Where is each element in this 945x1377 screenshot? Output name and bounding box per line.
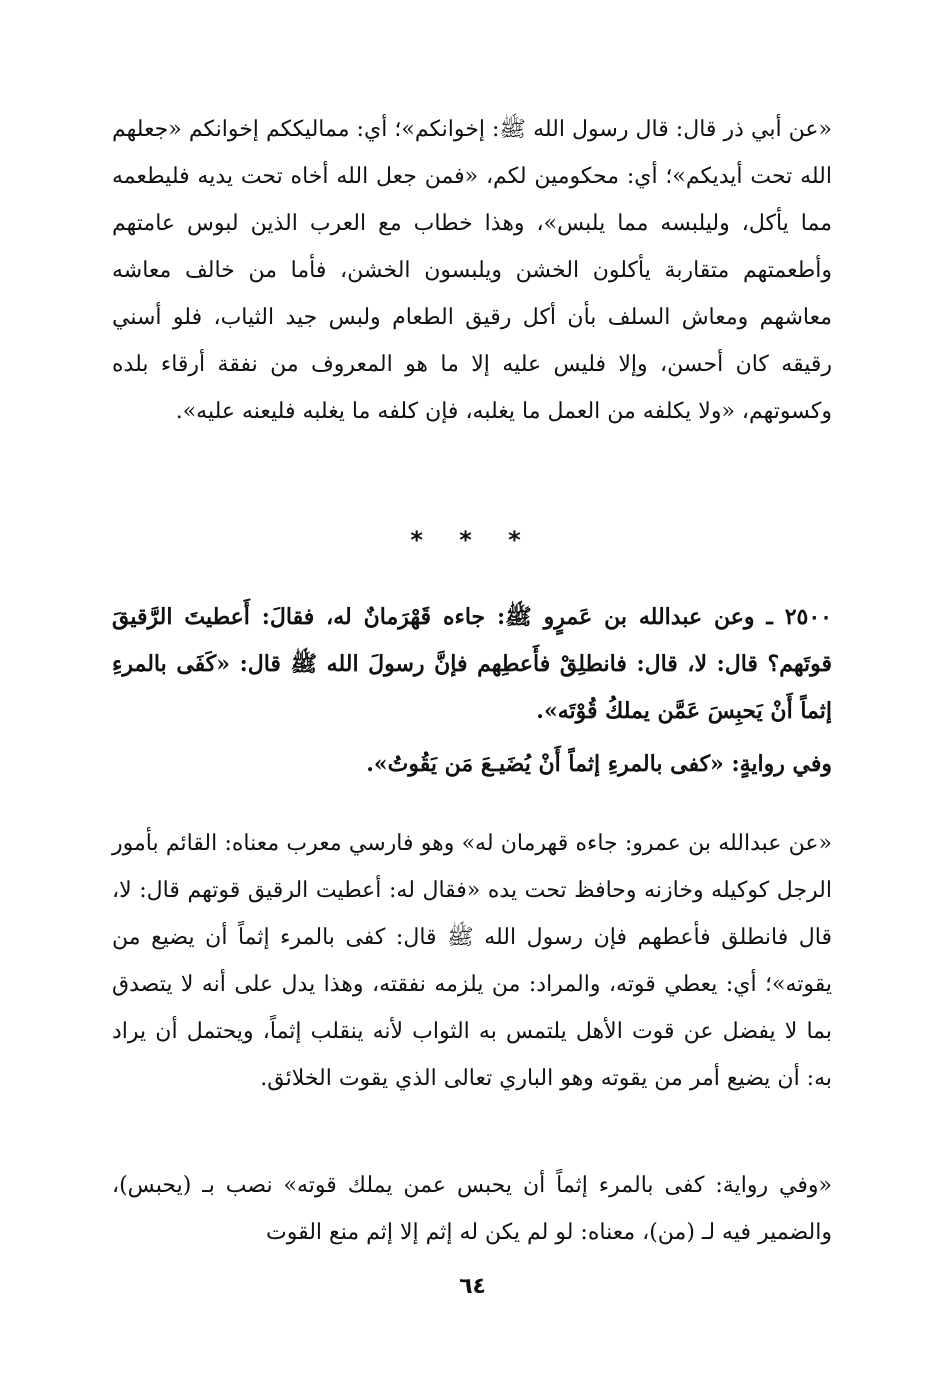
hadith-text: ٢٥٠٠ ـ وعن عبدالله بن عَمرٍو ﷺ: جاءه قَهْرَمانٌ له، فقالَ: أَعطيتَ الرَّقيقَ قوتَهم؟ قال: لا، قال: فانطلِقْ فأَعطِهم فإنَّ رسولَ الله ﷺ قال: «كَفَى بالمرءِ إثماً أَنْ يَحبِسَ عَمَّن يملكُ قُوْتَه». [112, 604, 832, 724]
hadith-section [112, 594, 832, 788]
commentary-section-1 [112, 106, 832, 435]
commentary-paragraph-1: «عن أبي ذر قال: قال رسول الله ﷺ: إخوانكم»؛ أي: مماليككم إخوانكم «جعلهم الله تحت أيديكم»؛ أي: محكومين لكم، «فمن جعل الله أخاه تحت يديه فليطعمه مما يأكل، وليلبسه مما يلبس»، وهذا خطاب مع العرب الذين لبوس عامتهم وأطعمتهم متقاربة يأكلون الخشن ويلبسون الخشن، فأما من خالف معاشه معاشهم ومعاش السلف بأن أكل رقيق الطعام ولبس جيد الثياب، فلو أسني رقيقه كان أحسن، وإلا فليس عليه إلا ما هو المعروف من نفقة أرقاء بلده وكسوتهم، «ولا يكلفه من العمل ما يغلبه، فإن كلفه ما يغلبه فليعنه عليه». [112, 117, 832, 424]
commentary-section-2 [112, 820, 832, 1102]
commentary-paragraph-2: «عن عبدالله بن عمرو: جاءه قهرمان له» وهو فارسي معرب معناه: القائم بأمور الرجل كوكيله وخازنه وحافظ تحت يده «فقال له: أعطيت الرقيق قوتهم قال: لا، قال فانطلق فأعطهم فإن رسول الله ﷺ قال: كفى بالمرء إثماً أن يضيع من يقوته»؛ أي: يعطي قوته، والمراد: من يلزمه نفقته، وهذا يدل على أنه لا يتصدق بما لا يفضل عن قوت الأهل يلتمس به الثواب لأنه ينقلب إثماً، ويحتمل أن يراد به: أن يضيع أمر من يقوته وهو الباري تعالى الذي يقوت الخلائق. [112, 831, 832, 1091]
commentary-paragraph-3: «وفي رواية: كفى بالمرء إثماً أن يحبس عمن يملك قوته» نصب بـ (يحبس)، والضمير فيه لـ (من)، معناه: لو لم يكن له إثم إلا إثم منع القوت [112, 1173, 832, 1245]
section-separator: * * * [410, 526, 535, 554]
commentary-section-3 [112, 1162, 832, 1256]
hadith-narration-variant: وفي روايةٍ: «كفى بالمرءِ إثماً أَنْ يُضَيـعَ مَن يَقُوتُ». [366, 751, 832, 777]
page-number: ٦٤ [459, 1274, 486, 1299]
